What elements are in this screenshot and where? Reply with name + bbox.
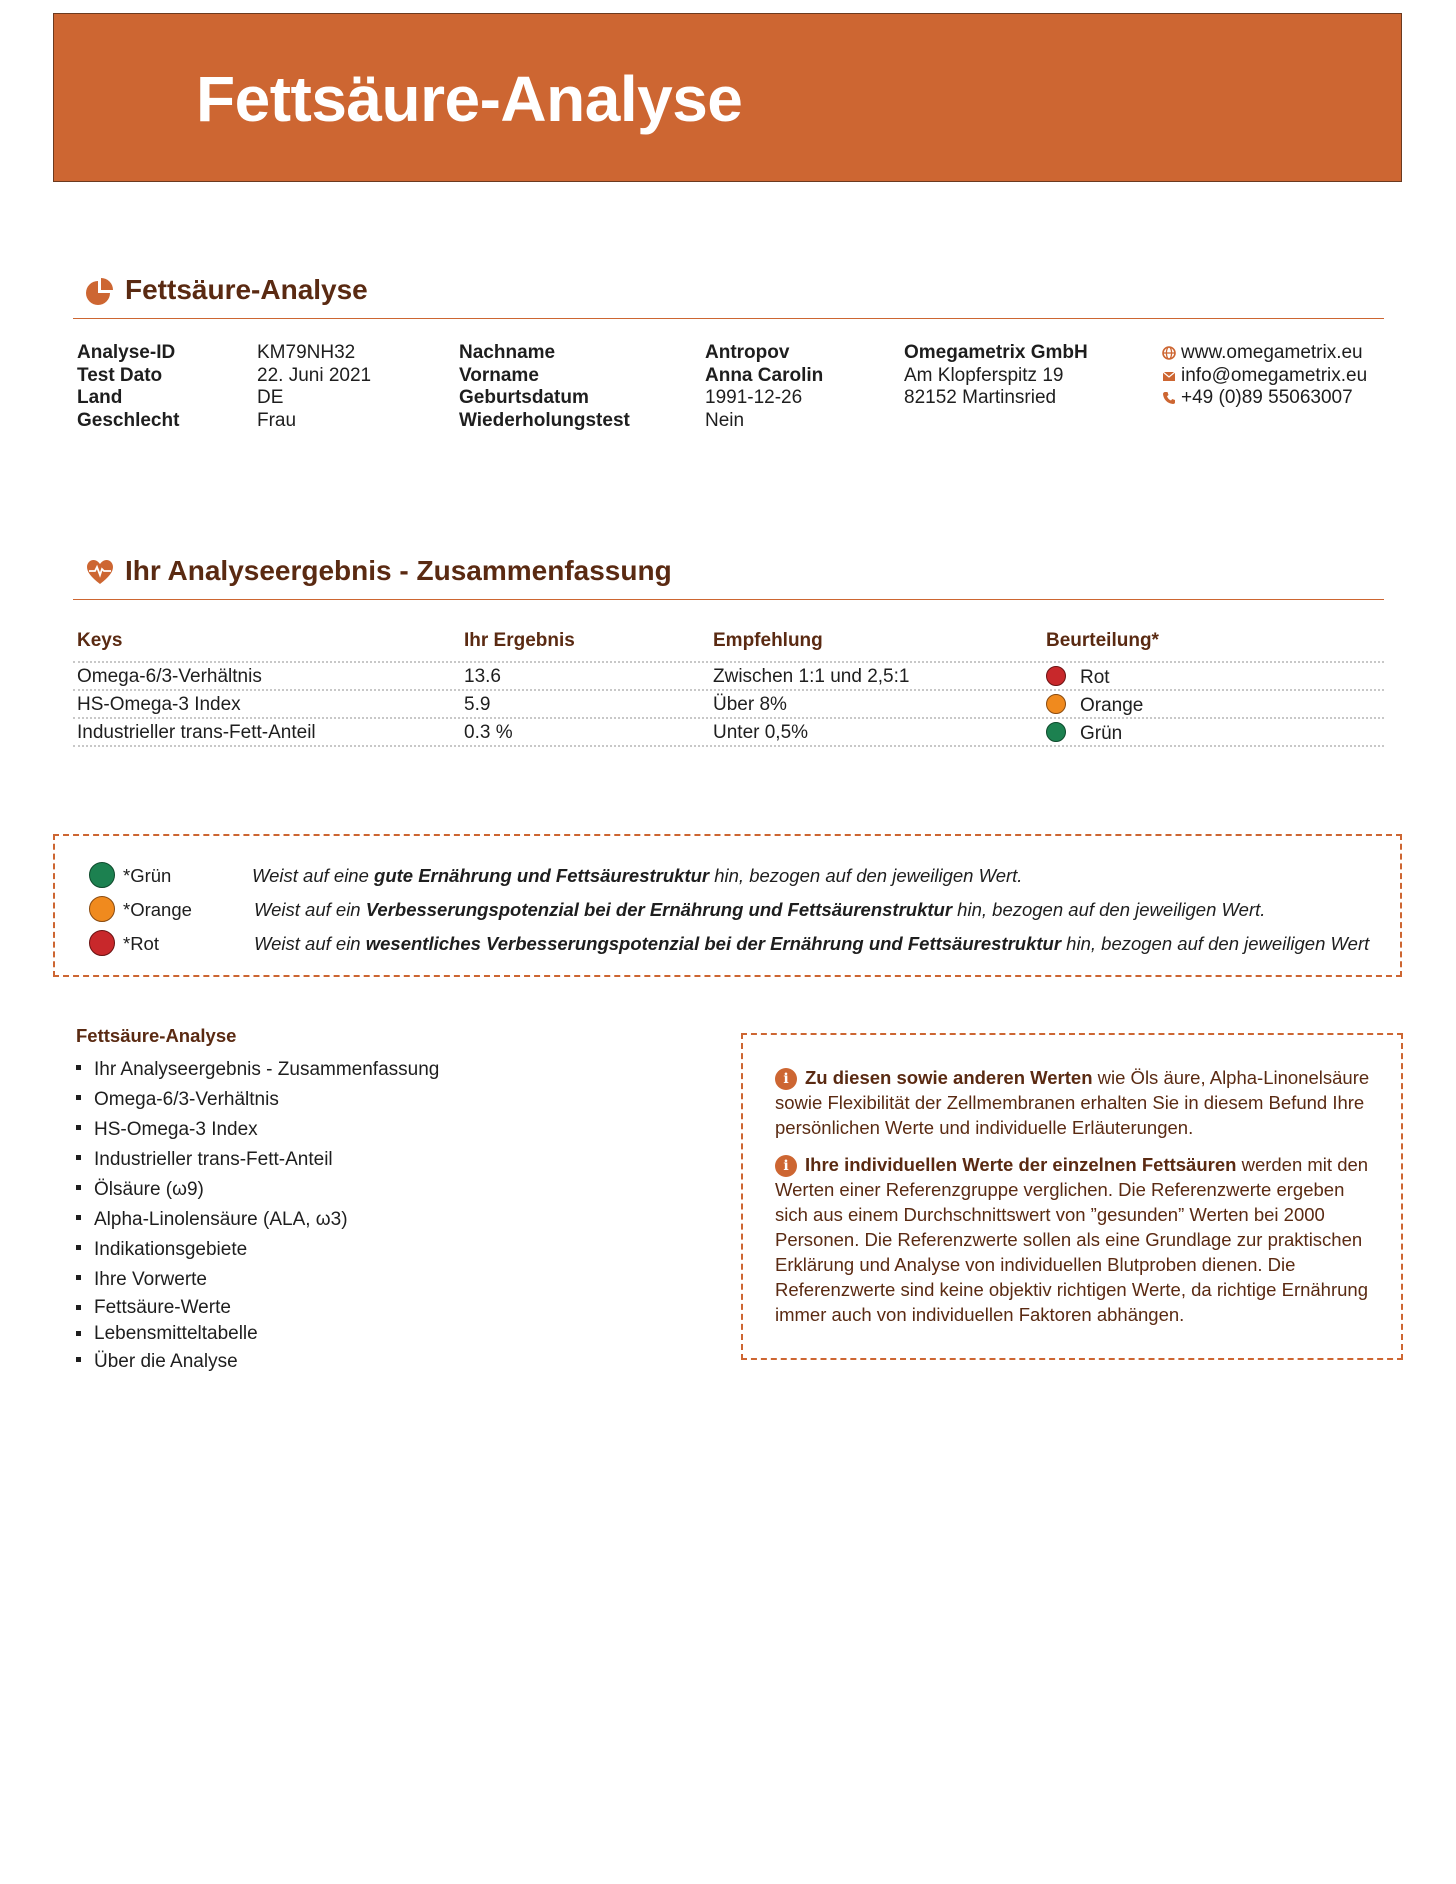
page-title: Fettsäure-Analyse <box>196 63 743 135</box>
toc-list <box>76 1055 439 1377</box>
toc-item[interactable]: Ihre Vorwerte <box>76 1265 439 1295</box>
phone-link[interactable]: +49 (0)89 55063007 <box>1181 387 1353 408</box>
section-title: Ihr Analyseergebnis - Zusammenfassung <box>125 555 672 586</box>
cell-rating <box>1046 722 1122 745</box>
value-firstname: Anna Carolin <box>705 364 824 386</box>
label-country: Land <box>77 387 123 408</box>
table-header-row <box>73 628 1384 661</box>
table-row <box>73 661 1384 691</box>
company-address <box>904 342 1088 410</box>
rating-label: Orange <box>1080 695 1144 716</box>
toc-item[interactable]: Fettsäure-Werte <box>76 1295 439 1321</box>
toc-item[interactable]: Alpha-Linolensäure (ALA, ω3) <box>76 1205 439 1235</box>
cell-recommendation: Über 8% <box>713 694 787 715</box>
pie-chart-icon <box>85 276 115 306</box>
contact-web <box>1162 342 1367 365</box>
info-notes-box <box>741 1033 1403 1360</box>
value-test-date: 22. Juni 2021 <box>257 364 372 386</box>
label-test-date: Test Dato <box>77 364 163 386</box>
label-surname: Nachname <box>459 342 556 363</box>
company-city: 82152 Martinsried <box>904 387 1057 408</box>
legend-name: *Orange <box>123 899 192 920</box>
cell-result: 0.3 % <box>464 722 513 743</box>
cell-key: Industrieller trans-Fett-Anteil <box>77 722 316 743</box>
table-row <box>73 719 1384 747</box>
cell-rating <box>1046 666 1110 689</box>
toc-item[interactable]: Industrieller trans-Fett-Anteil <box>76 1145 439 1175</box>
legend-description: Weist auf eine gute Ernährung und Fettsäurestruktur hin, bezogen auf den jeweiligen Wert. <box>252 865 1023 886</box>
patient-labels-col2 <box>459 342 630 432</box>
rating-label: Grün <box>1080 723 1123 744</box>
label-birthdate: Geburtsdatum <box>459 387 589 408</box>
heartbeat-icon <box>85 557 115 587</box>
value-analyse-id: KM79NH32 <box>257 342 356 363</box>
envelope-icon <box>1162 369 1176 383</box>
toc-item[interactable]: Lebensmitteltabelle <box>76 1321 439 1347</box>
toc-item[interactable]: Indikationsgebiete <box>76 1235 439 1265</box>
value-birthdate: 1991-12-26 <box>705 387 803 408</box>
section-header-summary <box>73 553 1384 600</box>
value-surname: Antropov <box>705 342 790 363</box>
toc-item[interactable]: Ölsäure (ω9) <box>76 1175 439 1205</box>
toc-item[interactable]: Omega-6/3-Verhältnis <box>76 1085 439 1115</box>
info-icon: i <box>775 1155 797 1177</box>
company-contact <box>1162 342 1367 410</box>
company-street: Am Klopferspitz 19 <box>904 364 1064 386</box>
cell-rating <box>1046 694 1143 717</box>
phone-icon <box>1162 391 1176 405</box>
label-gender: Geschlecht <box>77 409 180 431</box>
table-of-contents <box>76 1025 439 1377</box>
company-name: Omegametrix GmbH <box>904 342 1088 363</box>
legend-name: *Grün <box>123 865 172 886</box>
legend-description: Weist auf ein wesentliches Verbesserungspotenzial bei der Ernährung und Fettsäurestruktur hin, bezogen auf den jeweiligen Wert <box>254 933 1370 954</box>
patient-values-col2 <box>705 342 823 432</box>
value-country: DE <box>257 387 284 408</box>
label-firstname: Vorname <box>459 364 539 386</box>
patient-values-col1 <box>257 342 371 432</box>
results-table <box>73 628 1384 747</box>
section-header-analysis <box>73 272 1384 319</box>
status-dot-green <box>1046 722 1066 742</box>
column-header-recommendation: Empfehlung <box>713 630 823 651</box>
title-banner <box>53 13 1402 182</box>
website-link[interactable]: www.omegametrix.eu <box>1181 342 1363 363</box>
legend-description: Weist auf ein Verbesserungspotenzial bei der Ernährung und Fettsäurenstruktur hin, bezogen auf den jeweiligen Wert. <box>254 899 1266 920</box>
patient-labels-col1 <box>77 342 179 432</box>
cell-result: 5.9 <box>464 694 491 715</box>
label-repeat-test: Wiederholungstest <box>459 409 630 431</box>
cell-recommendation: Zwischen 1:1 und 2,5:1 <box>713 666 910 687</box>
column-header-rating: Beurteilung* <box>1046 630 1159 651</box>
contact-email <box>1162 365 1367 388</box>
cell-result: 13.6 <box>464 666 501 687</box>
table-row <box>73 691 1384 719</box>
value-gender: Frau <box>257 409 297 431</box>
column-header-keys: Keys <box>77 630 123 651</box>
label-analyse-id: Analyse-ID <box>77 342 176 363</box>
cell-key: Omega-6/3-Verhältnis <box>77 666 262 687</box>
toc-title: Fettsäure-Analyse <box>76 1025 237 1046</box>
legend-dot-orange <box>89 896 115 922</box>
section-title: Fettsäure-Analyse <box>125 274 368 305</box>
cell-recommendation: Unter 0,5% <box>713 722 809 743</box>
note-paragraph: i Zu diesen sowie anderen Werten wie Öls äure, Alpha-Linonelsäure sowie Flexibilität der Zellmembranen erhalten Sie in diesem Befund Ihre persönlichen Werte und individuelle Erläuterungen. <box>775 1067 1370 1138</box>
status-dot-red <box>1046 666 1066 686</box>
toc-item[interactable]: Ihr Analyseergebnis - Zusammenfassung <box>76 1055 439 1085</box>
status-dot-orange <box>1046 694 1066 714</box>
toc-item[interactable]: HS-Omega-3 Index <box>76 1115 439 1145</box>
email-link[interactable]: info@omegametrix.eu <box>1181 364 1368 386</box>
globe-icon <box>1162 346 1176 360</box>
rating-label: Rot <box>1080 667 1110 688</box>
legend-dot-red <box>89 930 115 956</box>
cell-key: HS-Omega-3 Index <box>77 694 241 715</box>
legend-dot-green <box>89 862 115 888</box>
value-repeat-test: Nein <box>705 409 745 431</box>
contact-phone <box>1162 387 1367 410</box>
column-header-result: Ihr Ergebnis <box>464 630 575 651</box>
legend-name: *Rot <box>123 933 159 954</box>
note-paragraph: i Ihre individuellen Werte der einzelnen Fettsäuren werden mit den Werten einer Referenzgruppe verglichen. Die Referenzwerte ergeben sich aus einem Durchschnittswert von ”gesunden” Werten bei 2000 Personen. Die Referenzwerte sollen als eine Grundlage zur praktischen Erklärung und Analyse von individuellen Blutproben dienen. Die Referenzwerte sind keine objektiv richtigen Werte, da richtige Ernährung immer auch von individuellen Faktoren abhängen. <box>775 1154 1369 1325</box>
rating-legend-box <box>53 834 1402 977</box>
info-icon: i <box>775 1068 797 1090</box>
toc-item[interactable]: Über die Analyse <box>76 1347 439 1377</box>
